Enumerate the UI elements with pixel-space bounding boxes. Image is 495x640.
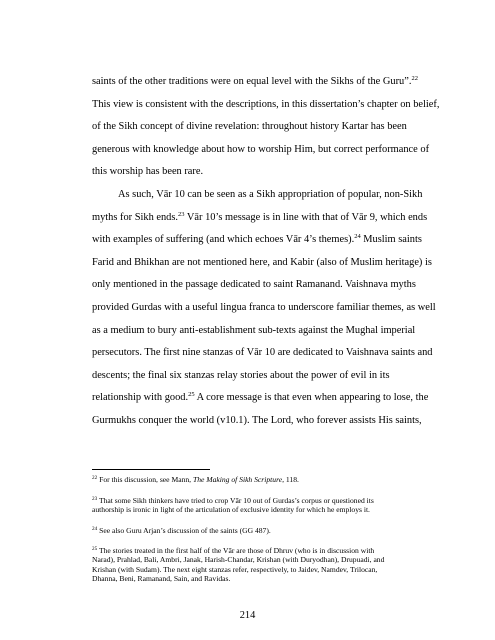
body-line	[92, 144, 429, 156]
footnote-text-run: The stories treated in the first half of the Vār are those of Dhruv (who is in discussion with	[98, 546, 375, 555]
footnote-ref: 24	[354, 233, 361, 241]
body-text-run: Vār 10’s message is in line with that of Vār 9, which ends	[184, 211, 428, 223]
body-text-run: A core message is that even when appearing to lose, the	[194, 392, 429, 404]
footnote-number: 22	[92, 475, 98, 481]
footnote-text-run: , 118.	[282, 475, 299, 484]
footnote-text-run: See also Guru Arjan’s discussion of the saints (GG 487).	[99, 526, 271, 535]
body-text-run: generous with knowledge about how to worship Him, but correct performance of	[92, 143, 430, 155]
footnote-text-run: For this discussion, see Mann,	[99, 475, 193, 484]
body-text-run: persecutors. The first nine stanzas of Vār 10 are dedicated to Vaishnava saints and	[92, 347, 433, 359]
page-number: 214	[239, 610, 256, 621]
footnote-ref: 25	[188, 391, 195, 399]
footnote-number: 23	[92, 496, 98, 502]
body-text-run: As such, Vār 10 can be seen as a Sikh appropriation of popular, non-Sikh	[118, 189, 423, 200]
footnote-ref: 22	[411, 75, 418, 82]
body-text-run: myths for Sikh ends.	[92, 211, 179, 223]
footnote	[92, 475, 412, 484]
footnote-line	[92, 475, 412, 484]
body-line	[92, 99, 439, 111]
footnote-line	[92, 526, 412, 535]
footnote-line	[92, 505, 412, 514]
body-text-run: Farid and Bhikhan are not mentioned here, and Kabir (also of Muslim heritage) is	[92, 256, 432, 268]
body-text-run: relationship with good.	[92, 392, 189, 404]
body-line	[92, 166, 203, 178]
body-line	[92, 325, 415, 337]
body-line	[92, 76, 418, 88]
body-text-run: This view is consistent with the descriptions, in this dissertation’s chapter on belief,	[92, 98, 440, 110]
footnote-number: 25	[92, 546, 98, 552]
body-line	[118, 189, 422, 201]
body-text-run: of the Sikh concept of divine revelation: throughout history Kartar has been	[92, 121, 407, 133]
italic-title: The Making of Sikh Scripture	[192, 475, 283, 484]
body-line	[92, 370, 390, 382]
footnote-line	[92, 565, 412, 574]
footnote-ref: 23	[178, 210, 185, 218]
body-line	[92, 279, 416, 291]
footnote-line	[92, 574, 412, 583]
body-text-run: Muslim saints	[360, 234, 422, 246]
body-line	[92, 302, 436, 314]
footnote-text-run: Krishan (with Sudam). The next eight stanzas refer, respectively, to Jaidev, Namdev, Trilocan,	[92, 564, 378, 574]
body-text-run: provided Gurdas with a useful lingua franca to underscore familiar themes, as well	[92, 302, 436, 313]
footnote-text-run: authorship is ironic in light of the articulation of exclusive identity for which he employs it.	[92, 505, 370, 515]
body-text-run: with examples of suffering (and which echoes Vār 4’s themes).	[92, 234, 355, 246]
footnote	[92, 526, 412, 535]
footnote-separator	[92, 469, 210, 470]
body-line	[92, 121, 407, 133]
footnote-text-run: Narad), Prahlad, Bali, Ambri, Janak, Harish-Chandar, Krishan (with Duryodhan), Drupuadi, and	[92, 555, 385, 565]
body-text-run: saints of the other traditions were on equal level with the Sikhs of the Guru”.	[92, 76, 412, 87]
body-line	[92, 212, 427, 224]
body-text-run: Gurmukhs conquer the world (v10.1). The Lord, who forever assists His saints,	[92, 415, 422, 426]
body-line	[92, 234, 422, 246]
footnote-line	[92, 496, 412, 505]
footnote-text-run: Dhanna, Beni, Ramanand, Sain, and Ravidas.	[92, 574, 231, 584]
body-text-run: this worship has been rare.	[92, 166, 204, 178]
footnote-number: 24	[92, 526, 98, 532]
body-line	[92, 347, 432, 359]
body-line	[92, 415, 422, 427]
body-line	[92, 392, 428, 404]
footnote-line	[92, 546, 412, 555]
body-line	[92, 257, 432, 269]
footnote-text-run: That some Sikh thinkers have tried to crop Vār 10 out of Gurdas’s corpus or questioned its	[98, 496, 374, 505]
footnote	[92, 546, 412, 584]
footnote-line	[92, 555, 412, 564]
body-text-run: as a medium to bury anti-establishment sub-texts against the Mughal imperial	[92, 324, 416, 336]
body-text-run: only mentioned in the passage dedicated to saint Ramanand. Vaishnava myths	[92, 279, 416, 291]
footnote	[92, 496, 412, 515]
body-text-run: descents; the final six stanzas relay stories about the power of evil in its	[92, 369, 390, 381]
